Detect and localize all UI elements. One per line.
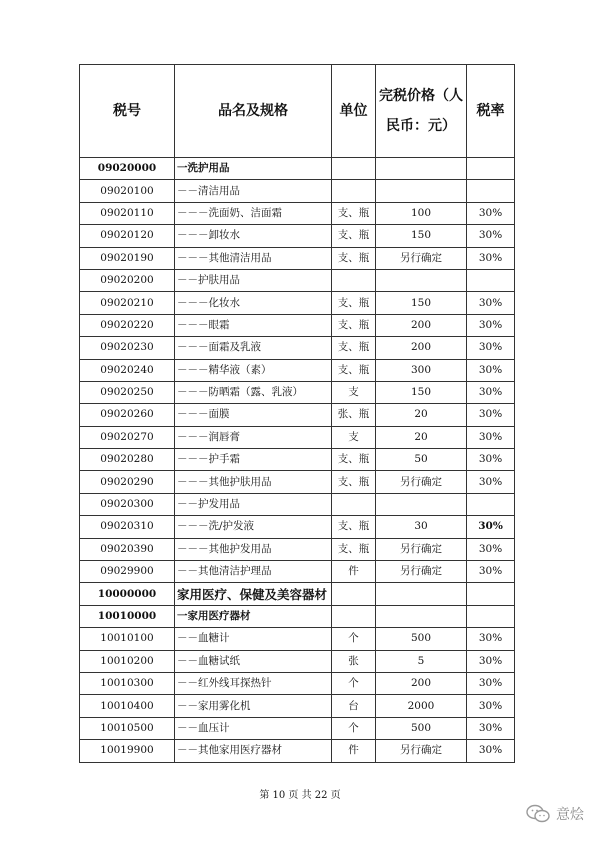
cell-unit (332, 605, 376, 627)
cell-name: －－－面膜 (175, 404, 332, 426)
cell-name: －－血糖试纸 (175, 650, 332, 672)
cell-unit (332, 158, 376, 180)
cell-unit: 支、瓶 (332, 225, 376, 247)
table-row (80, 426, 515, 448)
cell-price: 另行确定 (376, 471, 467, 493)
cell-price: 另行确定 (376, 538, 467, 560)
cell-price (376, 493, 467, 515)
cell-price: 200 (376, 314, 467, 336)
table-row (80, 359, 515, 381)
table-header-row (80, 65, 515, 158)
cell-rate (467, 269, 515, 291)
table-row (80, 337, 515, 359)
cell-unit: 件 (332, 561, 376, 583)
cell-unit: 支 (332, 426, 376, 448)
cell-unit: 支、瓶 (332, 538, 376, 560)
table-row (80, 292, 515, 314)
cell-unit: 支、瓶 (332, 516, 376, 538)
cell-name: －－护发用品 (175, 493, 332, 515)
watermark-text: 意烩 (556, 807, 584, 823)
cell-unit: 支、瓶 (332, 202, 376, 224)
cell-unit (332, 493, 376, 515)
cell-code: 09020000 (80, 158, 175, 180)
cell-unit: 支、瓶 (332, 314, 376, 336)
cell-rate (467, 493, 515, 515)
page-footer: 第 10 页 共 22 页 (259, 790, 341, 801)
table-row (80, 583, 515, 605)
cell-rate: 30% (467, 426, 515, 448)
cell-name: 家用医疗、保健及美容器材 (175, 583, 332, 605)
cell-price: 200 (376, 337, 467, 359)
cell-unit (332, 180, 376, 202)
table-row (80, 605, 515, 627)
cell-name: －－－其他清洁用品 (175, 247, 332, 269)
cell-price: 5 (376, 650, 467, 672)
cell-rate: 30% (467, 650, 515, 672)
cell-price (376, 269, 467, 291)
cell-name: －－－润唇膏 (175, 426, 332, 448)
table-row (80, 695, 515, 717)
cell-rate: 30% (467, 404, 515, 426)
cell-code: 09020300 (80, 493, 175, 515)
cell-price: 500 (376, 628, 467, 650)
cell-unit: 个 (332, 672, 376, 694)
cell-name: －－家用雾化机 (175, 695, 332, 717)
cell-code: 09020190 (80, 247, 175, 269)
cell-code: 10000000 (80, 583, 175, 605)
cell-name: －－血糖计 (175, 628, 332, 650)
cell-code: 09029900 (80, 561, 175, 583)
table-row (80, 202, 515, 224)
cell-rate (467, 180, 515, 202)
wechat-icon (526, 804, 550, 824)
cell-unit: 张 (332, 650, 376, 672)
cell-code: 10010300 (80, 672, 175, 694)
cell-price: 2000 (376, 695, 467, 717)
cell-price: 30 (376, 516, 467, 538)
cell-name: －－－其他护发用品 (175, 538, 332, 560)
cell-code: 10010000 (80, 605, 175, 627)
cell-price: 20 (376, 426, 467, 448)
cell-price: 150 (376, 381, 467, 403)
table-row (80, 314, 515, 336)
cell-unit: 个 (332, 717, 376, 739)
cell-rate: 30% (467, 672, 515, 694)
cell-code: 10010400 (80, 695, 175, 717)
table-row (80, 561, 515, 583)
header-name: 品名及规格 (175, 65, 332, 158)
cell-unit: 支、瓶 (332, 247, 376, 269)
cell-code: 10019900 (80, 740, 175, 762)
header-code: 税号 (80, 65, 175, 158)
table-row (80, 650, 515, 672)
cell-name: 一家用医疗器材 (175, 605, 332, 627)
cell-name: －－其他家用医疗器材 (175, 740, 332, 762)
cell-code: 09020280 (80, 449, 175, 471)
cell-name: －－红外线耳探热针 (175, 672, 332, 694)
table-row (80, 628, 515, 650)
cell-code: 09020210 (80, 292, 175, 314)
cell-code: 09020120 (80, 225, 175, 247)
cell-name: －－－精华液（素） (175, 359, 332, 381)
cell-unit: 支、瓶 (332, 449, 376, 471)
cell-code: 09020310 (80, 516, 175, 538)
table-row (80, 516, 515, 538)
cell-rate: 30% (467, 381, 515, 403)
cell-price: 另行确定 (376, 561, 467, 583)
cell-code: 09020220 (80, 314, 175, 336)
table-row (80, 247, 515, 269)
table-row (80, 225, 515, 247)
cell-code: 09020250 (80, 381, 175, 403)
cell-rate (467, 583, 515, 605)
cell-code: 09020240 (80, 359, 175, 381)
cell-unit: 张、瓶 (332, 404, 376, 426)
cell-code: 09020290 (80, 471, 175, 493)
table-body (80, 158, 515, 763)
header-rate: 税率 (467, 65, 515, 158)
cell-price: 150 (376, 225, 467, 247)
table-row (80, 404, 515, 426)
table-row (80, 381, 515, 403)
cell-unit: 个 (332, 628, 376, 650)
cell-code: 09020100 (80, 180, 175, 202)
cell-price: 50 (376, 449, 467, 471)
cell-rate (467, 158, 515, 180)
table-row (80, 717, 515, 739)
cell-unit (332, 269, 376, 291)
cell-price: 200 (376, 672, 467, 694)
cell-rate: 30% (467, 202, 515, 224)
cell-code: 10010200 (80, 650, 175, 672)
header-unit: 单位 (332, 65, 376, 158)
cell-rate: 30% (467, 225, 515, 247)
cell-unit (332, 583, 376, 605)
cell-price (376, 583, 467, 605)
cell-unit: 支、瓶 (332, 337, 376, 359)
cell-name: －－－化妆水 (175, 292, 332, 314)
cell-name: －－－面霜及乳液 (175, 337, 332, 359)
cell-rate: 30% (467, 292, 515, 314)
cell-rate: 30% (467, 538, 515, 560)
table-row (80, 158, 515, 180)
table-row (80, 740, 515, 762)
table-row (80, 180, 515, 202)
cell-name: －－护肤用品 (175, 269, 332, 291)
cell-rate: 30% (467, 314, 515, 336)
header-price: 完税价格（人民币：元） (376, 65, 467, 158)
cell-name: －－－其他护肤用品 (175, 471, 332, 493)
table-row (80, 493, 515, 515)
cell-rate (467, 605, 515, 627)
cell-price (376, 605, 467, 627)
cell-name: －－－护手霜 (175, 449, 332, 471)
cell-price: 150 (376, 292, 467, 314)
cell-code: 10010500 (80, 717, 175, 739)
cell-rate: 30% (467, 516, 515, 538)
cell-code: 09020390 (80, 538, 175, 560)
table-row (80, 471, 515, 493)
cell-name: 一洗护用品 (175, 158, 332, 180)
cell-rate: 30% (467, 359, 515, 381)
cell-code: 09020260 (80, 404, 175, 426)
cell-price (376, 158, 467, 180)
cell-unit: 支、瓶 (332, 471, 376, 493)
cell-name: －－－眼霜 (175, 314, 332, 336)
cell-code: 10010100 (80, 628, 175, 650)
cell-price: 另行确定 (376, 247, 467, 269)
cell-rate: 30% (467, 717, 515, 739)
cell-rate: 30% (467, 740, 515, 762)
cell-code: 09020270 (80, 426, 175, 448)
cell-rate: 30% (467, 471, 515, 493)
cell-price: 20 (376, 404, 467, 426)
cell-name: －－－洗/护发液 (175, 516, 332, 538)
cell-code: 09020200 (80, 269, 175, 291)
cell-price: 300 (376, 359, 467, 381)
cell-rate: 30% (467, 337, 515, 359)
cell-name: －－－卸妆水 (175, 225, 332, 247)
cell-code: 09020230 (80, 337, 175, 359)
cell-price (376, 180, 467, 202)
cell-rate: 30% (467, 628, 515, 650)
cell-unit: 支 (332, 381, 376, 403)
cell-code: 09020110 (80, 202, 175, 224)
cell-rate: 30% (467, 561, 515, 583)
cell-name: －－－洗面奶、洁面霜 (175, 202, 332, 224)
cell-rate: 30% (467, 247, 515, 269)
tariff-table (79, 64, 515, 763)
cell-rate: 30% (467, 695, 515, 717)
table-row (80, 538, 515, 560)
cell-price: 500 (376, 717, 467, 739)
cell-name: －－其他清洁护理品 (175, 561, 332, 583)
cell-name: －－－防晒霜（露、乳液） (175, 381, 332, 403)
cell-price: 另行确定 (376, 740, 467, 762)
cell-unit: 件 (332, 740, 376, 762)
cell-name: －－血压计 (175, 717, 332, 739)
cell-unit: 支、瓶 (332, 292, 376, 314)
table-row (80, 449, 515, 471)
cell-unit: 支、瓶 (332, 359, 376, 381)
cell-name: －－清洁用品 (175, 180, 332, 202)
watermark (526, 804, 584, 824)
table-row (80, 672, 515, 694)
cell-unit: 台 (332, 695, 376, 717)
cell-price: 100 (376, 202, 467, 224)
table-row (80, 269, 515, 291)
cell-rate: 30% (467, 449, 515, 471)
